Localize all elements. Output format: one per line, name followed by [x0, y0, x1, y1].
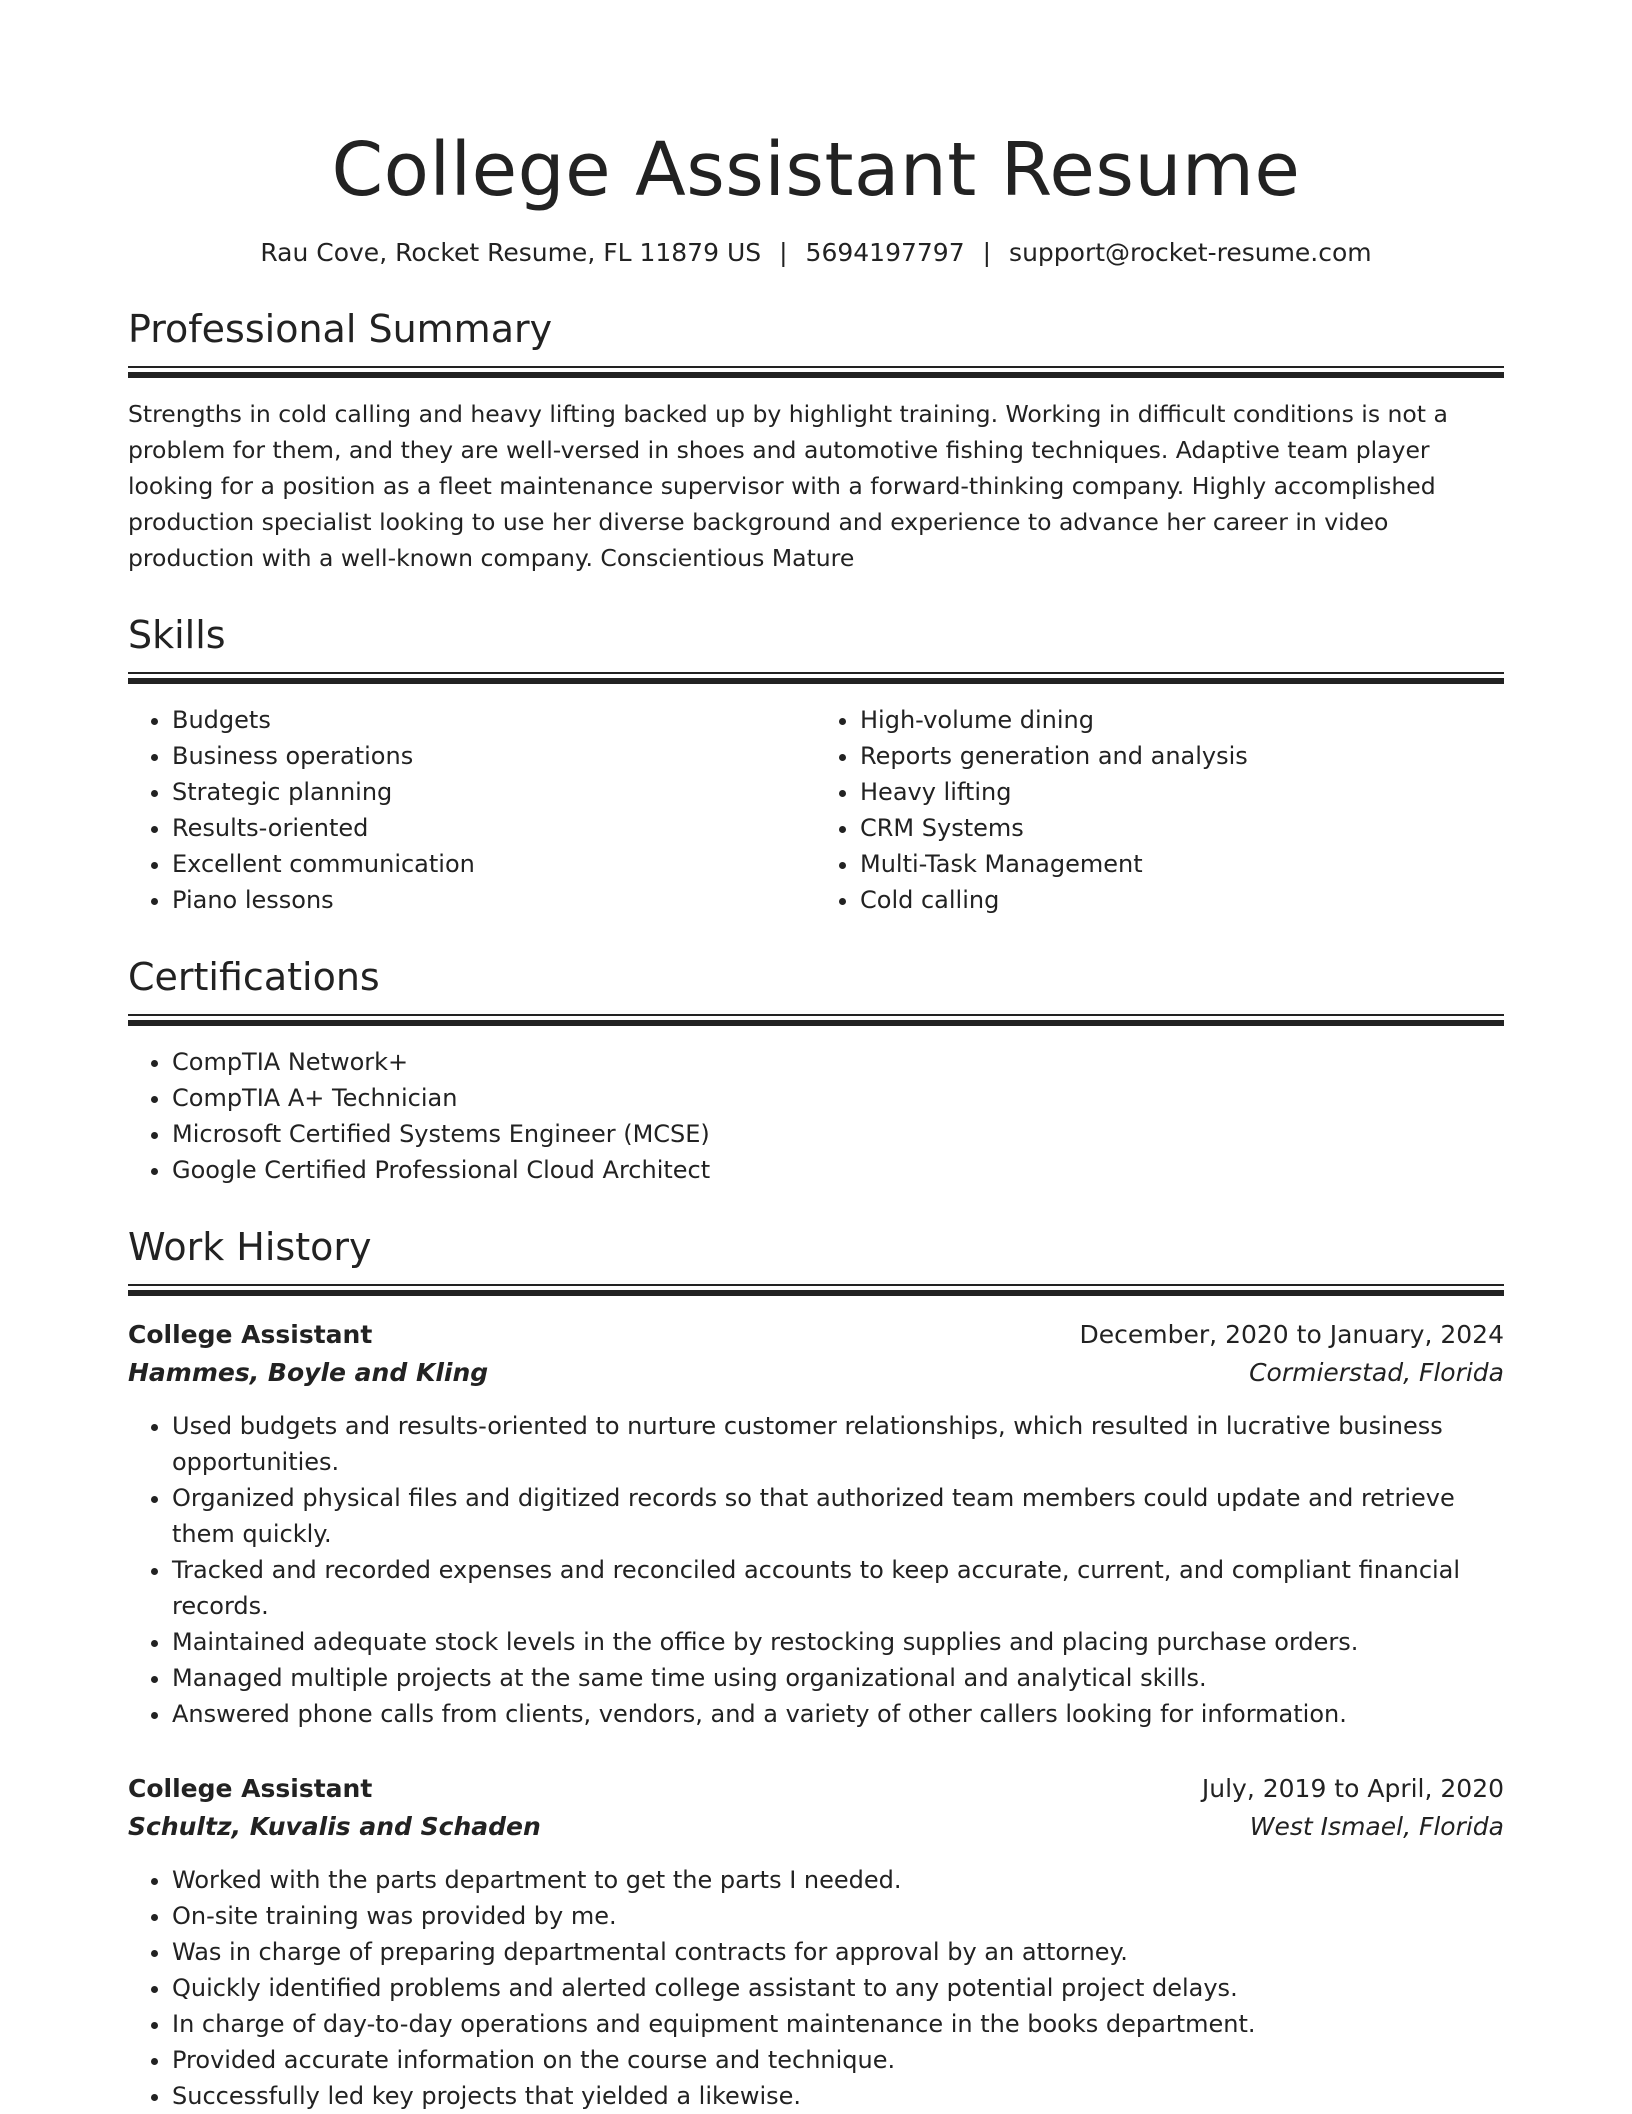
contact-separator: |	[982, 238, 992, 267]
section-divider	[128, 672, 1504, 684]
summary-heading: Professional Summary	[128, 307, 553, 351]
contact-separator: |	[779, 238, 788, 267]
job-location: Cormierstad, Florida	[1249, 1358, 1504, 1387]
certification-item: • CompTIA A+ Technician	[172, 1080, 1504, 1116]
skills-columns	[128, 702, 1504, 918]
certification-item: • Microsoft Certified Systems Engineer (MCSE)	[172, 1116, 1504, 1152]
job-bullet: • Used budgets and results-oriented to nurture customer relationships, which resulted in lucrative business opportunities.	[172, 1408, 1504, 1480]
certification-item: • Google Certified Professional Cloud Architect	[172, 1152, 1504, 1188]
certifications-list	[128, 1044, 1504, 1188]
job-company-row	[128, 1808, 1504, 1846]
job-company: Hammes, Boyle and Kling	[128, 1358, 489, 1387]
skill-item: • Results-oriented	[172, 810, 816, 846]
contact-email: support@rocket-resume.com	[1009, 238, 1372, 267]
skill-item: • Strategic planning	[172, 774, 816, 810]
job-bullet: • Managed multiple projects at the same time using organizational and analytical skills.	[172, 1660, 1504, 1696]
job-bullet: • Successfully led key projects that yielded a likewise.	[172, 2078, 1504, 2114]
job-bullet: • On-site training was provided by me.	[172, 1898, 1504, 1934]
job-dates: July, 2019 to April, 2020	[1201, 1774, 1504, 1803]
summary-section	[128, 306, 1504, 576]
work-history-section	[128, 1224, 1504, 2114]
job-bullet: • Organized physical files and digitized records so that authorized team members could update and retrieve them quickly.	[172, 1480, 1504, 1552]
job-dates: December, 2020 to January, 2024	[1079, 1320, 1504, 1349]
job-title: College Assistant	[128, 1320, 373, 1349]
job-entry	[128, 1770, 1504, 2114]
job-entry	[128, 1316, 1504, 1732]
job-bullet: • Maintained adequate stock levels in the office by restocking supplies and placing purchase orders.	[172, 1624, 1504, 1660]
resume-title: College Assistant Resume	[331, 127, 1301, 213]
certification-item: • CompTIA Network+	[172, 1044, 1504, 1080]
skills-list-left	[128, 702, 816, 918]
contact-line	[128, 236, 1504, 270]
skill-item: • Cold calling	[860, 882, 1504, 918]
skill-item: • Business operations	[172, 738, 816, 774]
job-bullets	[128, 1862, 1504, 2114]
contact-phone: 5694197797	[805, 238, 965, 267]
job-title: College Assistant	[128, 1774, 373, 1803]
section-divider	[128, 1014, 1504, 1026]
skills-section	[128, 612, 1504, 918]
job-bullet: • Worked with the parts department to get the parts I needed.	[172, 1862, 1504, 1898]
skill-item: • Multi-Task Management	[860, 846, 1504, 882]
job-bullet: • Was in charge of preparing departmental contracts for approval by an attorney.	[172, 1934, 1504, 1970]
skill-item: • Piano lessons	[172, 882, 816, 918]
job-header-row	[128, 1316, 1504, 1354]
skills-list-right	[816, 702, 1504, 918]
skill-item: • Heavy lifting	[860, 774, 1504, 810]
skill-item: • High-volume dining	[860, 702, 1504, 738]
work-history-heading: Work History	[128, 1225, 372, 1269]
skill-item: • Budgets	[172, 702, 816, 738]
job-location: West Ismael, Florida	[1249, 1812, 1504, 1841]
job-bullet: • In charge of day-to-day operations and equipment maintenance in the books department.	[172, 2006, 1504, 2042]
job-bullet: • Tracked and recorded expenses and reconciled accounts to keep accurate, current, and compliant financial records.	[172, 1552, 1504, 1624]
skills-heading: Skills	[128, 613, 226, 657]
section-divider	[128, 1284, 1504, 1296]
contact-address: Rau Cove, Rocket Resume, FL 11879 US	[260, 238, 762, 267]
certifications-heading: Certifications	[128, 955, 380, 999]
job-header-row	[128, 1770, 1504, 1808]
skill-item: • Reports generation and analysis	[860, 738, 1504, 774]
job-company: Schultz, Kuvalis and Schaden	[128, 1812, 541, 1841]
certifications-section	[128, 954, 1504, 1188]
job-bullet: • Quickly identified problems and alerted college assistant to any potential project delays.	[172, 1970, 1504, 2006]
section-divider	[128, 366, 1504, 378]
skill-item: • CRM Systems	[860, 810, 1504, 846]
summary-text: Strengths in cold calling and heavy lifting backed up by highlight training. Working in difficult conditions is not a problem for them, and they are well-versed in shoes and automotive fishing techniques. Adaptive team player looking for a position as a fleet maintenance supervisor with a forward-thinking company. Highly accomplished production specialist looking to use her diverse background and experience to advance her career in video production with a well-known company. Conscientious Mature	[128, 400, 1448, 572]
skill-item: • Excellent communication	[172, 846, 816, 882]
job-bullet: • Answered phone calls from clients, vendors, and a variety of other callers looking for information.	[172, 1696, 1504, 1732]
job-company-row	[128, 1354, 1504, 1392]
job-bullet: • Provided accurate information on the course and technique.	[172, 2042, 1504, 2078]
job-bullets	[128, 1408, 1504, 1732]
